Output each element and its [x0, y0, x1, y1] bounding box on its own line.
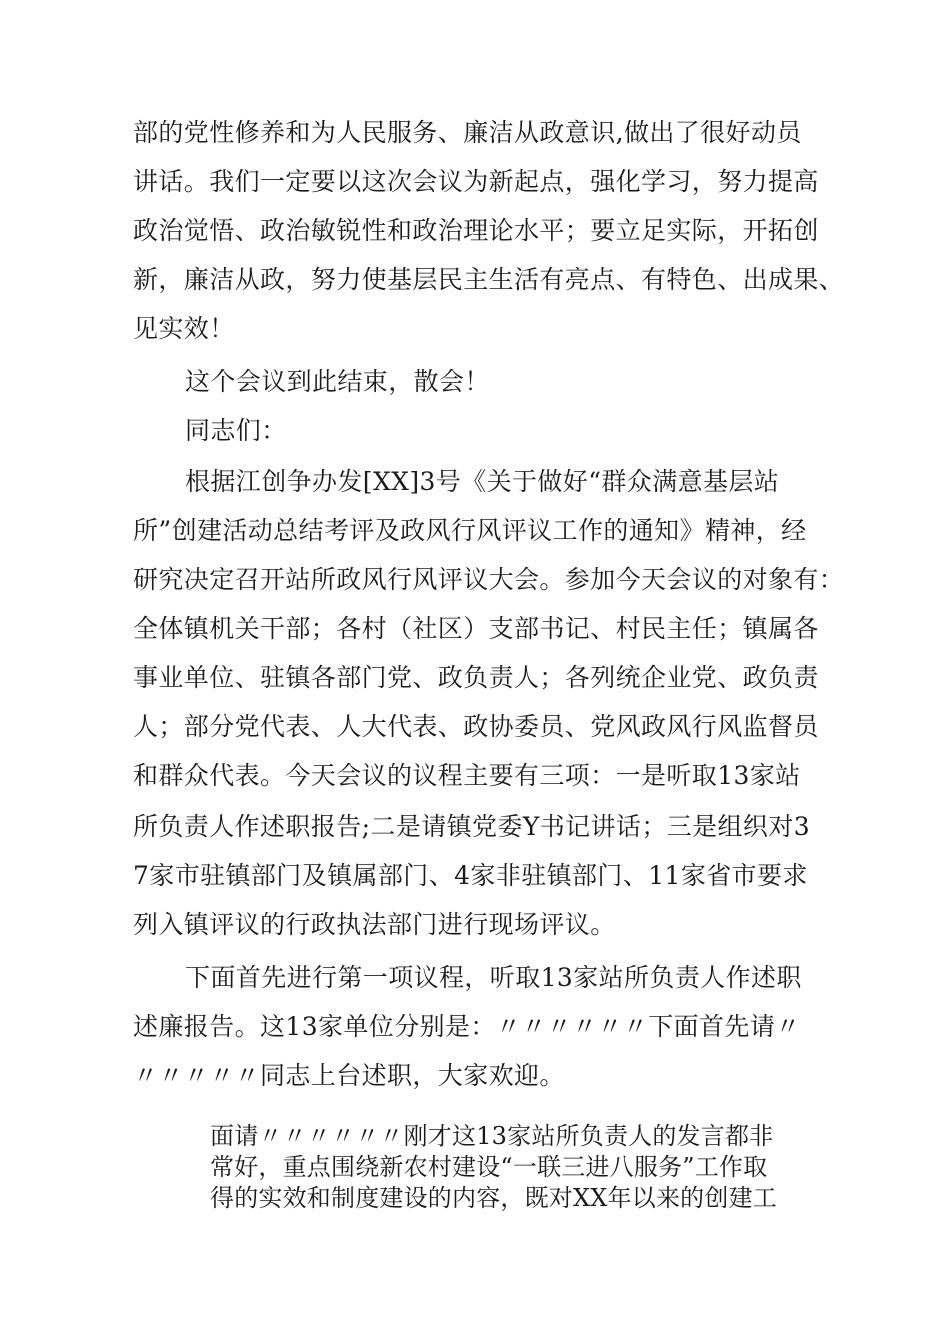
paragraph-line: 7家市驻镇部门及镇属部门、4家非驻镇部门、11家省市要求 — [133, 861, 808, 890]
paragraph-line: 人；部分党代表、人大代表、政协委员、党风政风行风监督员 — [133, 712, 819, 741]
paragraph-line: 所负责人作述职报告;二是请镇党委Y书记讲话；三是组织对3 — [133, 812, 811, 841]
paragraph-line: 这个会议到此结束，散会！ — [185, 367, 490, 396]
paragraph-line: 所”创建活动总结考评及政风行风评议工作的通知》精神，经 — [133, 516, 807, 545]
paragraph-line: 见实效！ — [133, 314, 235, 343]
paragraph-line: 部的党性修养和为人民服务、廉洁从政意识,做出了很好动员 — [133, 118, 802, 147]
paragraph-line: 新，廉洁从政，努力使基层民主生活有亮点、有特色、出成果、 — [133, 265, 845, 294]
paragraph-line: 得的实效和制度建设的内容，既对XX年以来的创建工 — [210, 1184, 777, 1212]
paragraph-line: 〃〃〃〃〃同志上台述职，大家欢迎。 — [133, 1061, 565, 1090]
paragraph-line: 同志们： — [185, 416, 287, 445]
paragraph-line: 下面首先进行第一项议程，听取13家站所负责人作述职 — [185, 963, 802, 992]
paragraph-line: 事业单位、驻镇各部门党、政负责人；各列统企业党、政负责 — [133, 663, 819, 692]
paragraph-line: 常好，重点围绕新农村建设“一联三进八服务”工作取 — [210, 1153, 768, 1181]
paragraph-line: 研究决定召开站所政风行风评议大会。参加今天会议的对象有： — [133, 565, 845, 594]
paragraph-line: 根据江创争办发[XX]3号《关于做好“群众满意基层站 — [185, 467, 780, 496]
paragraph-line: 全体镇机关干部；各村（社区）支部书记、村民主任；镇属各 — [133, 614, 819, 643]
paragraph-line: 面请〃〃〃〃〃〃刚才这13家站所负责人的发言都非 — [210, 1122, 774, 1150]
paragraph-line: 列入镇评议的行政执法部门进行现场评议。 — [133, 910, 616, 939]
paragraph-line: 政治觉悟、政治敏锐性和政治理论水平；要立足实际，开拓创 — [133, 216, 819, 245]
paragraph-line: 讲话。我们一定要以这次会议为新起点，强化学习，努力提高 — [133, 167, 819, 196]
paragraph-line: 和群众代表。今天会议的议程主要有三项：一是听取13家站 — [133, 761, 801, 790]
paragraph-line: 述廉报告。这13家单位分别是：〃〃〃〃〃〃下面首先请〃 — [133, 1012, 801, 1041]
